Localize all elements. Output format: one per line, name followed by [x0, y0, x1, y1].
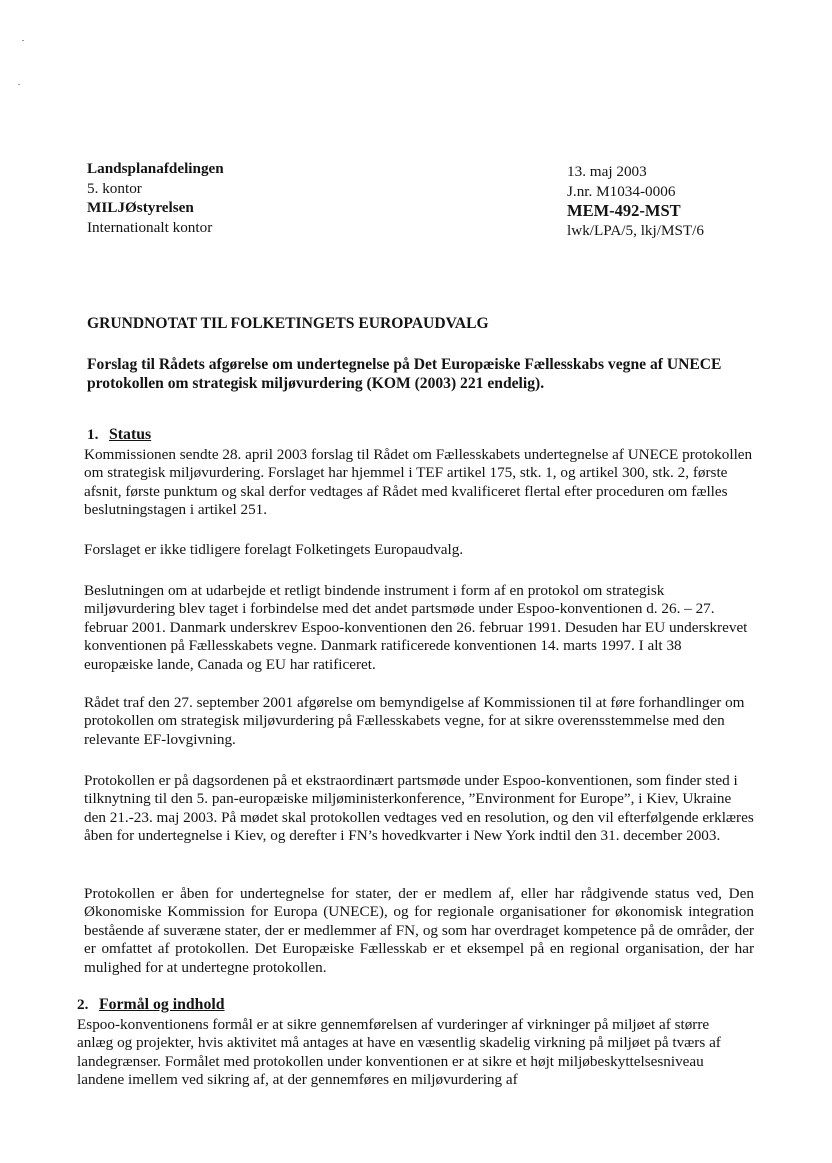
document-title: GRUNDNOTAT TIL FOLKETINGETS EUROPAUDVALG: [87, 315, 489, 332]
section-number: 1.: [87, 426, 99, 443]
section-label: Status: [109, 426, 152, 443]
paragraph: Beslutningen om at udarbejde et retligt bindende instrument i form af en protokol om strategisk miljøvurdering blev taget i forbindelse med det andet partsmøde under Espoo-konventionen d. 26. – 27. februar 2001. Danmark underskrev Espoo-konventionen den 26. februar 1991. Desuden har EU underskrevet konventionen på Fællesskabets vegne. Danmark ratificerede konventionen 14. marts 1997. I alt 38 europæiske lande, Canada og EU har ratificeret.: [84, 582, 748, 673]
paragraph: Espoo-konventionens formål er at sikre gennemførelsen af vurderinger af virkninger på miljøet af større anlæg og projekter, hvis aktivitet må antages at have en væsentlig skadelig virkning på miljøet på tværs af landegrænser. Formålet med protokollen under konventionen er at sikre et højt miljøbeskyttelsesniveau landene imellem ved sikring af, at der gennemføres en miljøvurdering af: [77, 1016, 721, 1089]
memo-id: MEM-492-MST: [567, 201, 681, 220]
paragraph: Rådet traf den 27. september 2001 afgørelse om bemyndigelse af Kommissionen til at føre forhandlinger om protokollen om strategisk miljøvurdering på Fællesskabets vegne, for at sikre overensstemmelse med den relevante EF-lovgivning.: [84, 694, 745, 748]
journal-number: J.nr. M1034-0006: [567, 182, 676, 200]
document-date: 13. maj 2003: [567, 163, 647, 180]
section-number: 2.: [77, 996, 89, 1013]
office-name: 5. kontor: [87, 179, 142, 197]
section-heading-purpose: [77, 996, 225, 1014]
paragraph: Kommissionen sendte 28. april 2003 forslag til Rådet om Fællesskabets undertegnelse af UNECE protokollen om strategisk miljøvurdering. Forslaget har hjemmel i TEF artikel 175, stk. 1, og artikel 300, stk. 2, første afsnit, første punktum og skal derfor vedtages af Rådet med kvalificeret flertal efter proceduren om fælles beslutningstagen i artikel 251.: [84, 446, 753, 519]
paragraph: Protokollen er på dagsordenen på et ekstraordinært partsmøde under Espoo-konventionen, som finder sted i tilknytning til den 5. pan-europæiske miljøministerkonference, ”Environment for Europe”, i Kiev, Ukraine den 21.-23. maj 2003. På mødet skal protokollen vedtages ved en resolution, og den vil efterfølgende erklæres åben for undertegnelse i Kiev, og derefter i FN’s hovedkvarter i New York indtil den 31. december 2003.: [84, 772, 754, 845]
paragraph: Forslaget er ikke tidligere forelagt Folketingets Europaudvalg.: [84, 541, 464, 558]
scan-speck: [18, 84, 20, 85]
agency-name: MILJØstyrelsen: [87, 199, 194, 216]
sender-block: [87, 160, 417, 238]
agency-office: Internationalt kontor: [87, 218, 213, 236]
paragraph: Protokollen er åben for undertegnelse for stater, der er medlem af, eller har rådgivende status ved, Den Økonomiske Kommission for Europa (UNECE), og for regionale organisationer for økonomisk integration bestående af suveræne stater, der er medlemmer af FN, og som har overdraget kompetence på de områder, der er omfattet af protokollen. Det Europæiske Fællesskab er et eksempel på en regional organisation, der har mulighed for at undertegne protokollen.: [84, 885, 754, 976]
initials-reference: lwk/LPA/5, lkj/MST/6: [567, 221, 704, 239]
section-heading-status: [87, 426, 151, 444]
scan-speck: [22, 40, 24, 41]
document-subject: Forslag til Rådets afgørelse om undertegnelse på Det Europæiske Fællesskabs vegne af UNECE protokollen om strategisk miljøvurdering (KOM (2003) 221 endelig).: [87, 356, 722, 392]
reference-block: [567, 163, 807, 241]
department-name: Landsplanafdelingen: [87, 160, 224, 177]
section-label: Formål og indhold: [99, 996, 225, 1013]
